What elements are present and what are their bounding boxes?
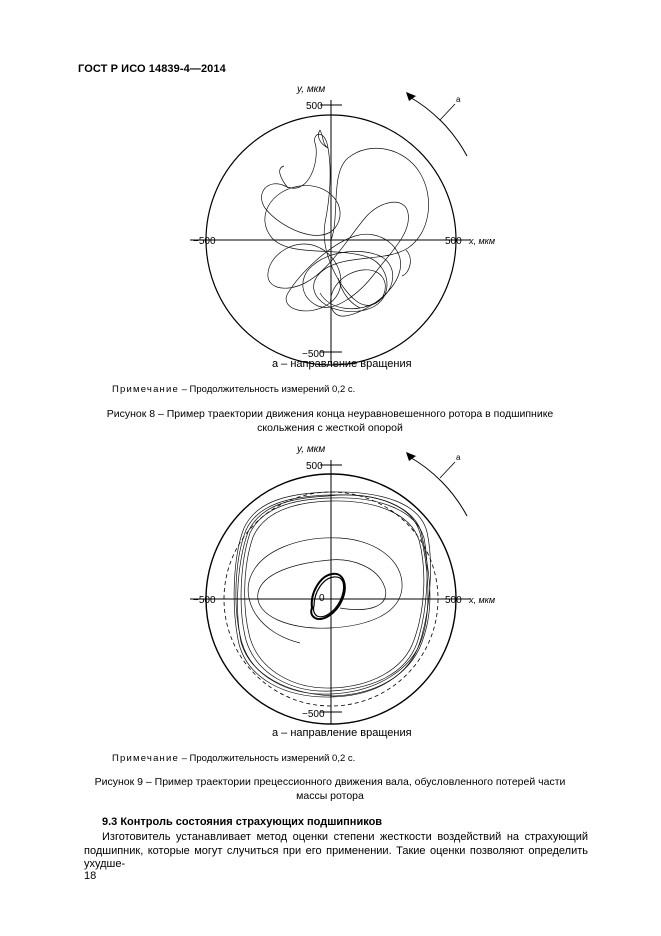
- page-number: 18: [84, 870, 97, 882]
- note-label: Примечание: [112, 384, 179, 395]
- x-min-label: −500: [193, 595, 216, 606]
- y-max-label: 500: [306, 461, 323, 472]
- figure-8-caption: [50, 407, 610, 435]
- figure-8-orbit-plot: [180, 78, 500, 368]
- rotor-trajectory: [262, 134, 429, 316]
- note-text: – Продолжительность измерений 0,2 с.: [179, 384, 356, 395]
- x-min-label: −500: [193, 236, 216, 247]
- y-min-label: −500: [302, 349, 325, 360]
- x-max-label: 500: [445, 595, 462, 606]
- rotation-arc: [408, 456, 467, 516]
- note-text: – Продолжительность измерений 0,2 с.: [179, 753, 356, 764]
- figure-9-orbit-plot: [180, 438, 500, 728]
- note-label: Примечание: [112, 753, 179, 764]
- arrow-label: a: [456, 453, 461, 462]
- caption-line: Рисунок 9 – Пример траектории прецессионного движения вала, обусловленного потерей части: [94, 776, 566, 788]
- y-max-label: 500: [306, 101, 323, 112]
- arrow-label: a: [456, 95, 461, 104]
- x-axis-label: x, мкм: [469, 595, 496, 605]
- caption-line: скольжения с жесткой опорой: [257, 422, 403, 434]
- rotation-arc: [408, 96, 467, 156]
- x-max-label: 500: [445, 236, 462, 247]
- y-axis-label: y, мкм: [297, 444, 326, 455]
- transition-spiral: [248, 538, 402, 643]
- y-axis-label: y, мкм: [297, 84, 326, 95]
- origin-label: 0: [319, 593, 325, 604]
- section-heading: 9.3 Контроль состояния страхующих подшипников: [102, 816, 383, 828]
- figure-8-legend-a: a – направление вращения: [272, 358, 412, 370]
- document-header: ГОСТ Р ИСО 14839-4—2014: [78, 63, 226, 75]
- paragraph-text: Изготовитель устанавливает метод оценки степени жесткости воздействий на страхующий подшипник, которые могут случиться при его применении. Такие оценки позволяют определить ухудше-: [84, 831, 588, 870]
- caption-line: Рисунок 8 – Пример траектории движения конца неуравновешенного ротора в подшипнике: [106, 408, 554, 420]
- figure-9-caption: [50, 775, 610, 803]
- body-paragraph: [84, 831, 588, 872]
- x-axis-label: x, мкм: [469, 236, 496, 246]
- y-min-label: −500: [302, 709, 325, 720]
- figure-9-legend-a: a – направление вращения: [272, 727, 412, 739]
- figure-8-note: [112, 384, 355, 395]
- caption-line: массы ротора: [296, 790, 364, 802]
- figure-9-note: [112, 753, 355, 764]
- central-orbit: [311, 574, 345, 619]
